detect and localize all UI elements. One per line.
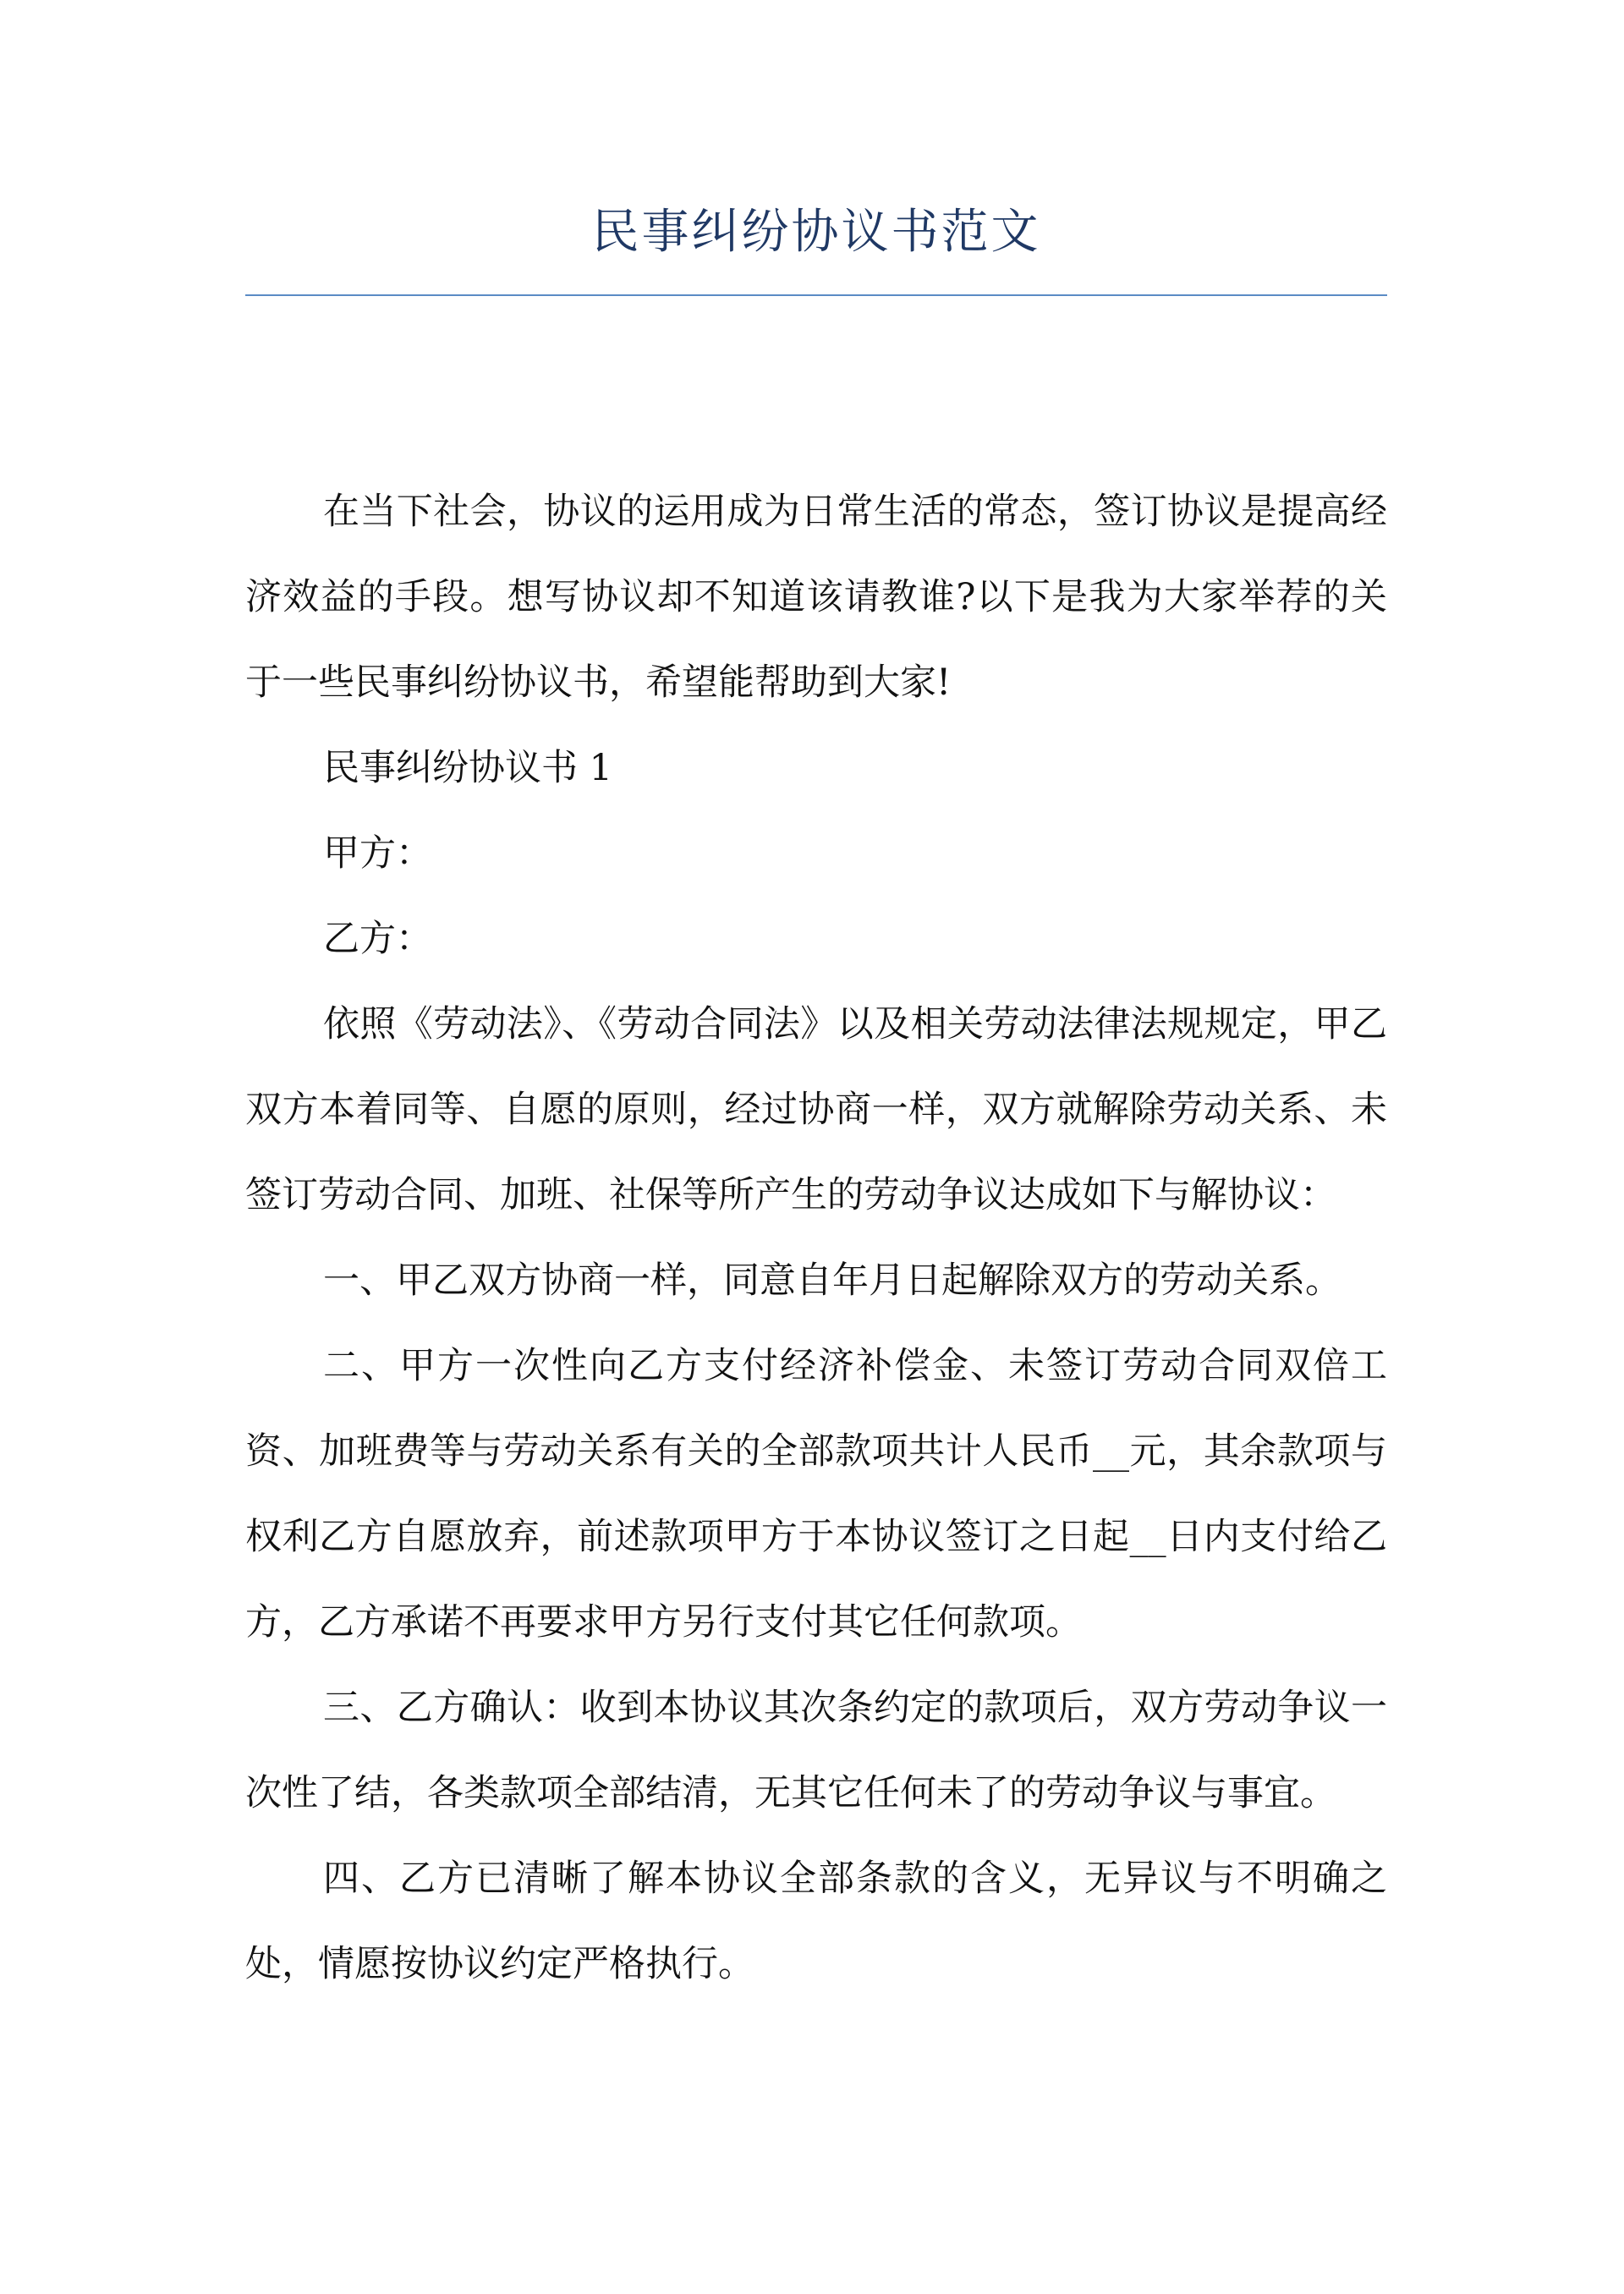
party-a-line: 甲方： [323, 832, 432, 875]
agreement-heading: 民事纠纷协议书 1 [323, 747, 613, 789]
title-underline [245, 294, 1387, 296]
clause-4: 四、乙方已清晰了解本协议全部条款的含义，无异议与不明确之处，情愿按协议约定严格执行。 [245, 1858, 1387, 1985]
document-title: 民事纠纷协议书范文 [591, 205, 1041, 260]
intro-paragraph: 在当下社会，协议的运用成为日常生活的常态，签订协议是提高经济效益的手段。想写协议却不知道该请教谁?以下是我为大家举荐的关于一些民事纠纷协议书，希望能帮助到大家! [245, 491, 1387, 704]
document-body [245, 469, 1387, 2007]
clause-3: 三、乙方确认：收到本协议其次条约定的款项后，双方劳动争议一次性了结，各类款项全部结清，无其它任何未了的劳动争议与事宜。 [245, 1687, 1387, 1814]
party-b-line: 乙方： [323, 918, 432, 960]
clause-1: 一、甲乙双方协商一样，同意自年月日起解除双方的劳动关系。 [323, 1260, 1341, 1302]
clause-2: 二、甲方一次性向乙方支付经济补偿金、未签订劳动合同双倍工资、加班费等与劳动关系有关的全部款项共计人民币__元，其余款项与权利乙方自愿放弃，前述款项甲方于本协议签订之日起__日内支付给乙方，乙方承诺不再要求甲方另行支付其它任何款项。 [245, 1345, 1387, 1644]
legal-basis-paragraph: 依照《劳动法》、《劳动合同法》以及相关劳动法律法规规定，甲乙双方本着同等、自愿的原则，经过协商一样，双方就解除劳动关系、未签订劳动合同、加班、社保等所产生的劳动争议达成如下与解协议： [245, 1003, 1387, 1216]
